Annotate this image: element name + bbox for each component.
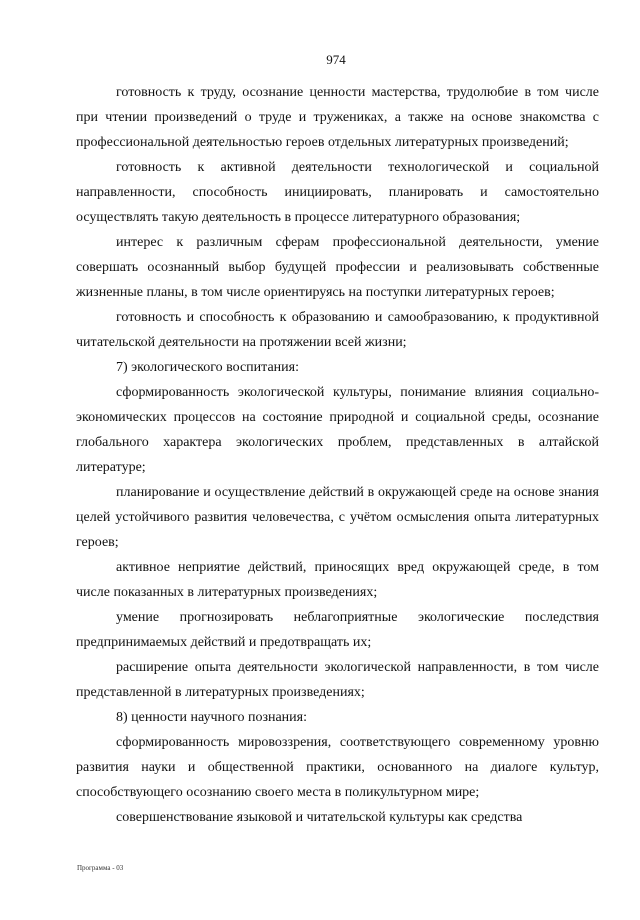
paragraph-active-activity: готовность к активной деятельности технологической и социальной направленности, способность инициировать, планировать и самостоятельно осуществлять такую деятельность в процессе литературного образования; (76, 160, 599, 225)
paragraph-professional-interest: интерес к различным сферам профессиональной деятельности, умение совершать осознанный выбор будущей профессии и реализовывать собственные жизненные планы, в том числе ориентируясь на поступки литературных героев; (76, 235, 599, 300)
page-number: 974 (326, 52, 346, 67)
paragraph-forecasting: умение прогнозировать неблагоприятные экологические последствия предпринимаемых действий и предотвращать их; (76, 610, 599, 650)
paragraph-active-rejection: активное неприятие действий, приносящих вред окружающей среде, в том числе показанных в литературных произведениях; (76, 560, 599, 600)
paragraph-worldview: сформированность мировоззрения, соответствующего современному уровню развития науки и общественной практики, основанного на диалоге культур, способствующего осознанию своего места в поликультурном мире; (76, 735, 599, 800)
paragraph-work-readiness: готовность к труду, осознание ценности мастерства, трудолюбие в том числе при чтении произведений о труде и тружениках, а также на основе знакомства с профессиональной деятельностью героев отдельных литературных произведений; (76, 85, 599, 150)
footer-program-label: Программа - 03 (77, 864, 124, 872)
paragraph-planning-actions: планирование и осуществление действий в окружающей среде на основе знания целей устойчивого развития человечества, с учётом осмысления опыта литературных героев; (76, 485, 599, 550)
section-heading-scientific: 8) ценности научного познания: (116, 710, 307, 725)
paragraph-ecological-experience: расширение опыта деятельности экологической направленности, в том числе представленной в литературных произведениях; (76, 660, 599, 700)
section-heading-ecological: 7) экологического воспитания: (116, 360, 299, 375)
paragraph-ecological-culture: сформированность экологической культуры, понимание влияния социально-экономических процессов на состояние природной и социальной среды, осознание глобального характера экологических проблем, представленных в алтайской литературе; (76, 385, 599, 475)
paragraph-self-education: готовность и способность к образованию и самообразованию, к продуктивной читательской деятельности на протяжении всей жизни; (76, 310, 599, 350)
paragraph-language-culture: совершенствование языковой и читательской культуры как средства (116, 810, 523, 825)
document-body (76, 80, 599, 830)
